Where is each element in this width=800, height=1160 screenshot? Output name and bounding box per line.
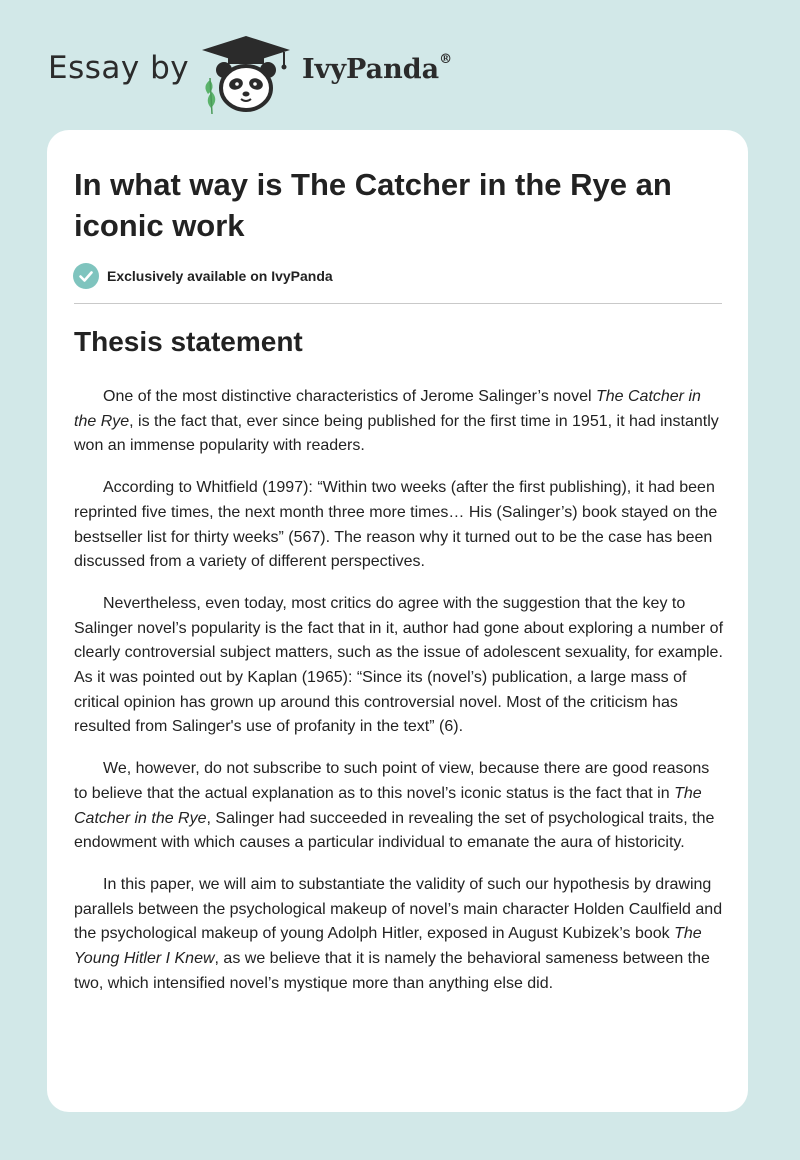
paragraph-text: We, however, do not subscribe to such point of view, because there are good reasons to believe that the actual explanation as to this novel’s iconic status is the fact that in [74,760,710,802]
paragraph-text: , Salinger had succeeded in revealing the set of psychological traits, the endowment with which causes a particular individual to emanate the aura of historicity. [74,809,715,852]
essay-body [74,385,724,1013]
panda-logo-icon[interactable] [198,34,294,116]
paragraph [74,757,724,856]
paragraph-text: , is the fact that, ever since being published for the first time in 1951, it had instantly won an immense popularity with readers. [74,412,719,455]
paragraph-text: According to Whitfield (1997): “Within two weeks (after the first publishing), it had been reprinted five times, the next month three more times… His (Salinger’s) book stayed on the bestseller list for thirty weeks” (567). The reason why it turned out to be the case has been discussed from a variety of different perspectives. [74,479,718,571]
page-title: In what way is The Catcher in the Rye an iconic work [74,167,672,243]
essay-card [47,130,748,1112]
book-title-text: The Catcher in the Rye [74,784,702,827]
paragraph [74,873,724,997]
paragraph-text: , as we believe that it is namely the behavioral sameness between the two, which intensified novel’s mystique more than anything else did. [74,950,710,992]
checkmark-icon [73,263,99,289]
paragraph-text: Nevertheless, even today, most critics do agree with the suggestion that the key to Salinger novel’s popularity is the fact that in it, author had gone about exploring a number of clearly controversial subject matters, such as the issue of adolescent sexuality, for example. As it was pointed out by Kaplan (1965): “Since its (novel’s) publication, a large mass of critical opinion has grown up around this controversial novel. Most of the criticism has resulted from Salinger's use of profanity in the text” (6). [74,594,724,736]
paragraph [74,592,724,740]
paragraph [74,476,724,575]
book-title-text: The Young Hitler I Knew [74,925,702,968]
book-title-text: The Catcher in the Rye [74,388,701,430]
essay-by-label: Essay by [48,50,190,86]
registered-mark: ® [439,52,453,67]
divider [74,303,722,304]
badge-label: Exclusively available on IvyPanda [107,268,333,284]
section-heading: Thesis statement [74,326,303,357]
paragraph-text: In this paper, we will aim to substantiate the validity of such our hypothesis by drawing parallels between the psychological makeup of novel’s main character Holden Caulfield and the psychological makeup of young Adolph Hitler, exposed in August Kubizek’s book [74,875,723,943]
paragraph-text: One of the most distinctive characteristics of Jerome Salinger’s novel [103,388,596,405]
brand-name[interactable]: IvyPanda® [302,52,453,85]
site-header [48,30,548,110]
paragraph [74,385,724,459]
